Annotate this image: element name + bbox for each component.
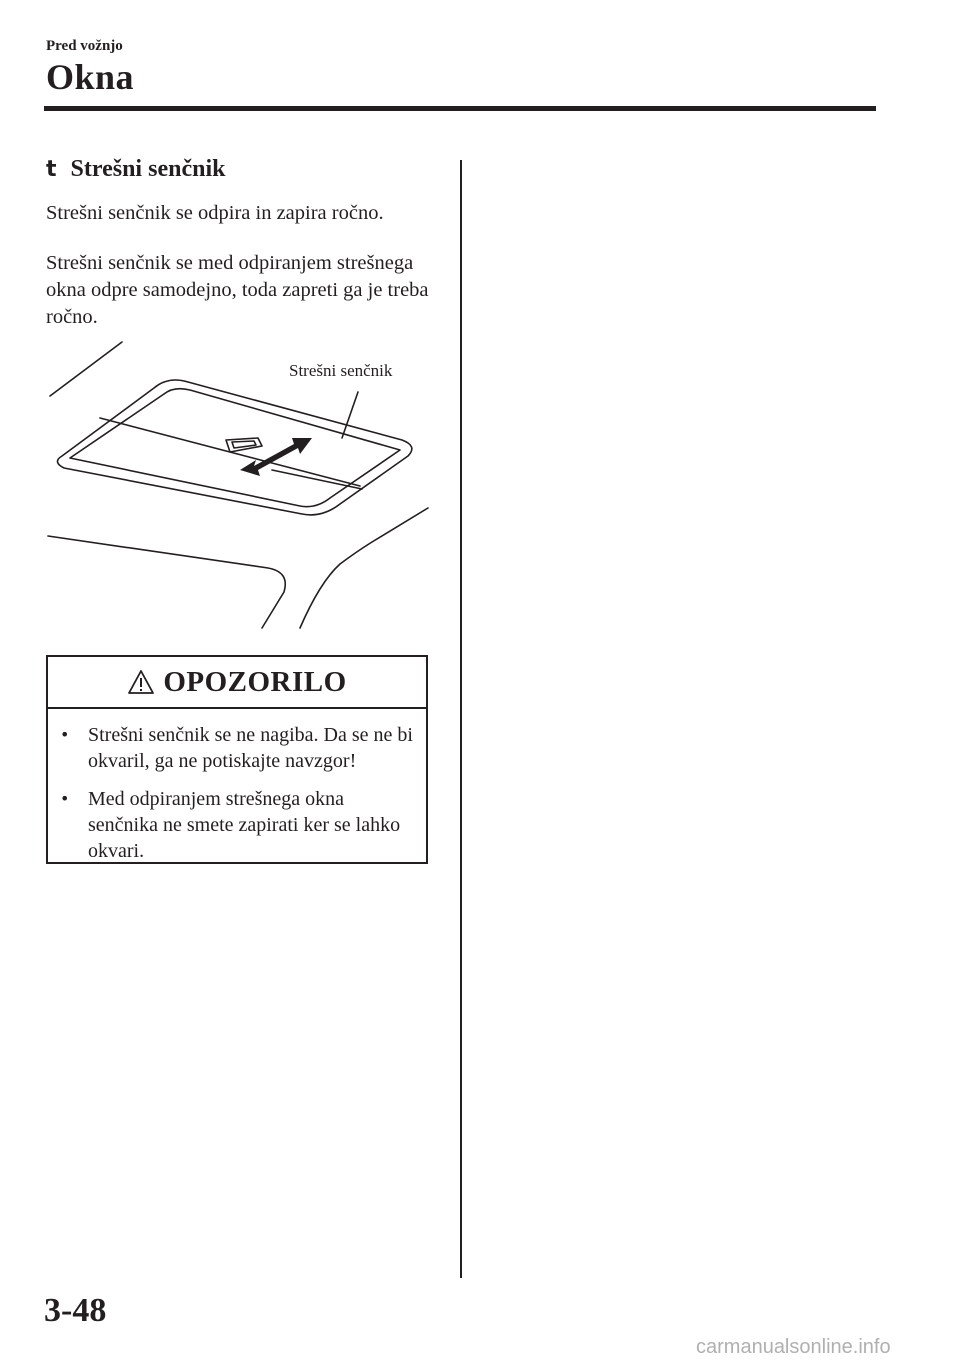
title-rule bbox=[44, 106, 876, 111]
column-divider bbox=[460, 160, 462, 1278]
sunshade-callout-label: Strešni senčnik bbox=[289, 361, 393, 380]
breadcrumb: Pred vožnjo bbox=[46, 38, 123, 54]
section-title: Strešni senčnik bbox=[70, 156, 226, 182]
bullet: • bbox=[60, 789, 70, 808]
page-number: 3-48 bbox=[44, 1292, 107, 1329]
section-marker: t bbox=[46, 157, 57, 182]
warning-item-text: Strešni senčnik se ne nagiba. Da se ne bi okvaril, ga ne potiskajte navzgor! bbox=[88, 724, 413, 772]
warning-item bbox=[48, 722, 426, 774]
section-heading bbox=[46, 156, 225, 183]
warning-triangle-icon bbox=[127, 669, 155, 695]
warning-title: OPOZORILO bbox=[163, 665, 347, 698]
warning-box bbox=[46, 655, 428, 864]
warning-item-text: Med odpiranjem strešnega okna senčnika ne smete zapirati ker se lahko okvari. bbox=[88, 788, 401, 862]
cabin-pillar-left bbox=[48, 536, 285, 628]
paragraph-automatic-opening: Strešni senčnik se med odpiranjem strešnega okna odpre samodejno, toda zapreti ga je treba ročno. bbox=[46, 252, 429, 328]
bullet: • bbox=[60, 725, 70, 744]
warning-header bbox=[48, 657, 426, 709]
sunshade-illustration bbox=[40, 338, 440, 634]
callout-leader-line bbox=[342, 392, 358, 438]
roof-edge-line bbox=[50, 342, 122, 396]
cabin-pillar-right bbox=[300, 508, 428, 628]
watermark: carmanualsonline.info bbox=[696, 1336, 891, 1358]
sunshade-edge-line bbox=[272, 470, 362, 489]
paragraph-manual-operation: Strešni senčnik se odpira in zapira ročno. bbox=[46, 202, 384, 224]
warning-list bbox=[48, 722, 426, 864]
warning-item bbox=[48, 786, 426, 864]
chapter-title: Okna bbox=[46, 57, 135, 97]
